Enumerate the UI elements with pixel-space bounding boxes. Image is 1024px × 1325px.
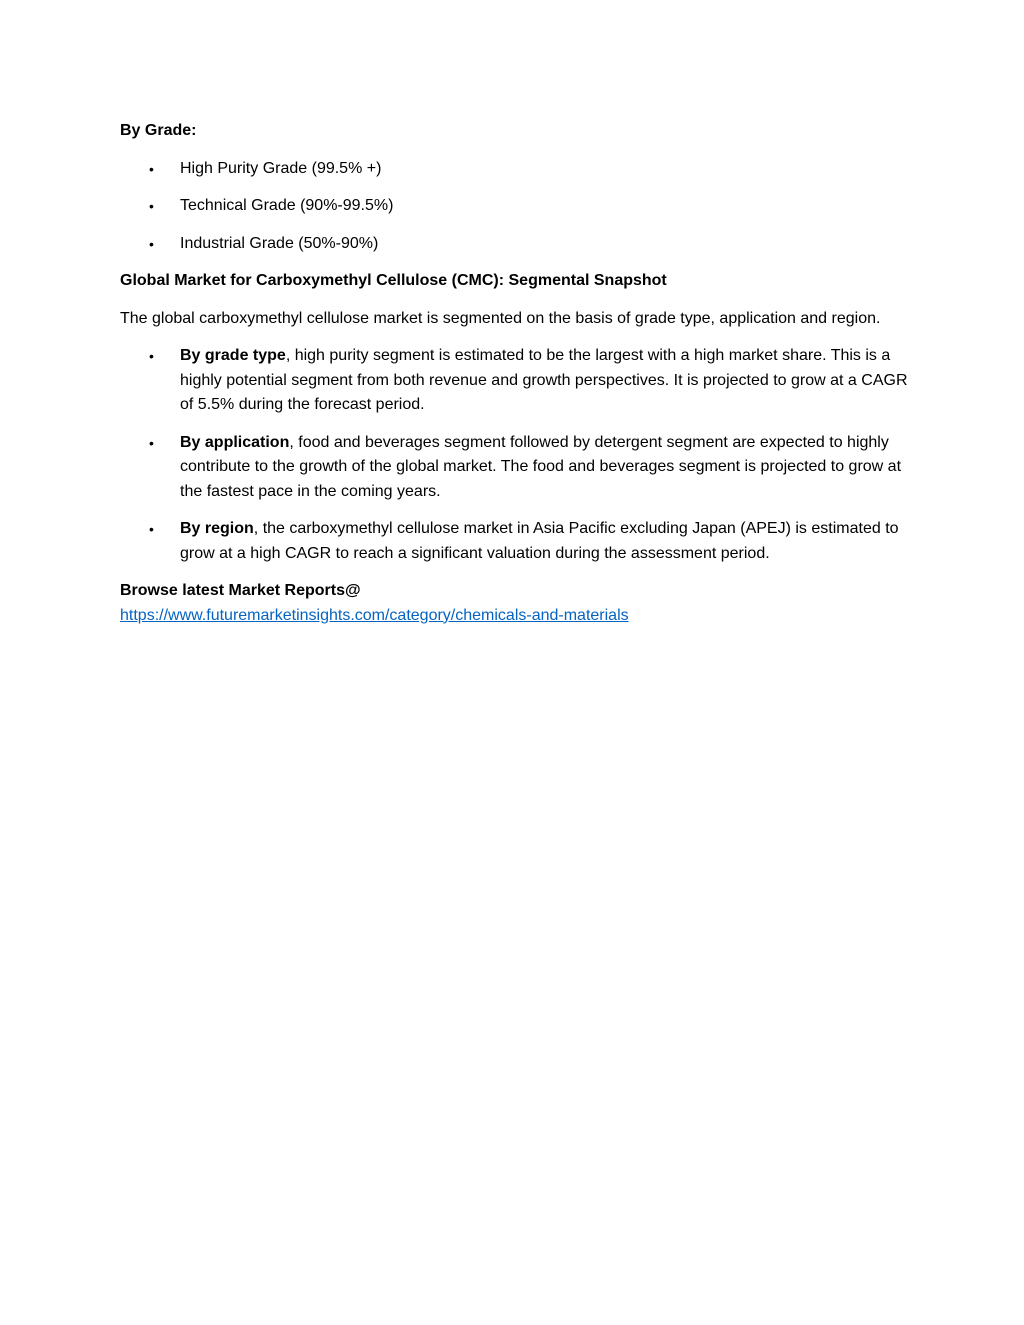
grade-item-text: Technical Grade (90%-99.5%) xyxy=(180,197,394,214)
segment-item-grade-type xyxy=(120,344,910,418)
segment-text: , high purity segment is estimated to be the largest with a high market share. This is a highly potential segment from both revenue and growth perspectives. It is projected to grow at a CAGR of 5.5% during the forecast period. xyxy=(180,347,908,413)
grade-item xyxy=(120,232,910,257)
grade-list xyxy=(120,157,910,257)
browse-label: Browse latest Market Reports@ xyxy=(120,582,361,599)
grade-heading: By Grade: xyxy=(120,122,197,139)
segment-lead: By grade type xyxy=(180,347,286,364)
snapshot-heading: Global Market for Carboxymethyl Cellulose (CMC): Segmental Snapshot xyxy=(120,272,667,289)
grade-item-text: High Purity Grade (99.5% +) xyxy=(180,159,382,177)
bullet-icon: • xyxy=(149,348,154,364)
document-page xyxy=(120,119,910,628)
segment-lead: By region xyxy=(180,520,254,537)
market-reports-link[interactable]: https://www.futuremarketinsights.com/category/chemicals-and-materials xyxy=(120,606,629,624)
snapshot-intro: The global carboxymethyl cellulose market is segmented on the basis of grade type, application and region. xyxy=(120,309,881,327)
bullet-icon: • xyxy=(149,434,154,451)
segment-text: , food and beverages segment followed by detergent segment are expected to highly contribute to the growth of the global market. The food and beverages segment is projected to grow at the fastest pace in the coming years. xyxy=(180,433,902,500)
segment-text: , the carboxymethyl cellulose market in Asia Pacific excluding Japan (APEJ) is estimated to grow at a high CAGR to reach a significant valuation during the assessment period. xyxy=(180,520,899,562)
grade-item xyxy=(120,194,910,219)
bullet-icon: • xyxy=(149,521,154,537)
grade-item-text: Industrial Grade (50%-90%) xyxy=(180,234,379,252)
segment-list xyxy=(120,344,910,566)
bullet-icon: • xyxy=(149,160,154,177)
bullet-icon: • xyxy=(149,198,154,214)
bullet-icon: • xyxy=(149,235,154,252)
grade-item xyxy=(120,157,910,182)
segment-lead: By application xyxy=(180,433,290,451)
segment-item-region xyxy=(120,517,910,566)
browse-section xyxy=(120,579,910,628)
segment-item-application xyxy=(120,431,910,505)
